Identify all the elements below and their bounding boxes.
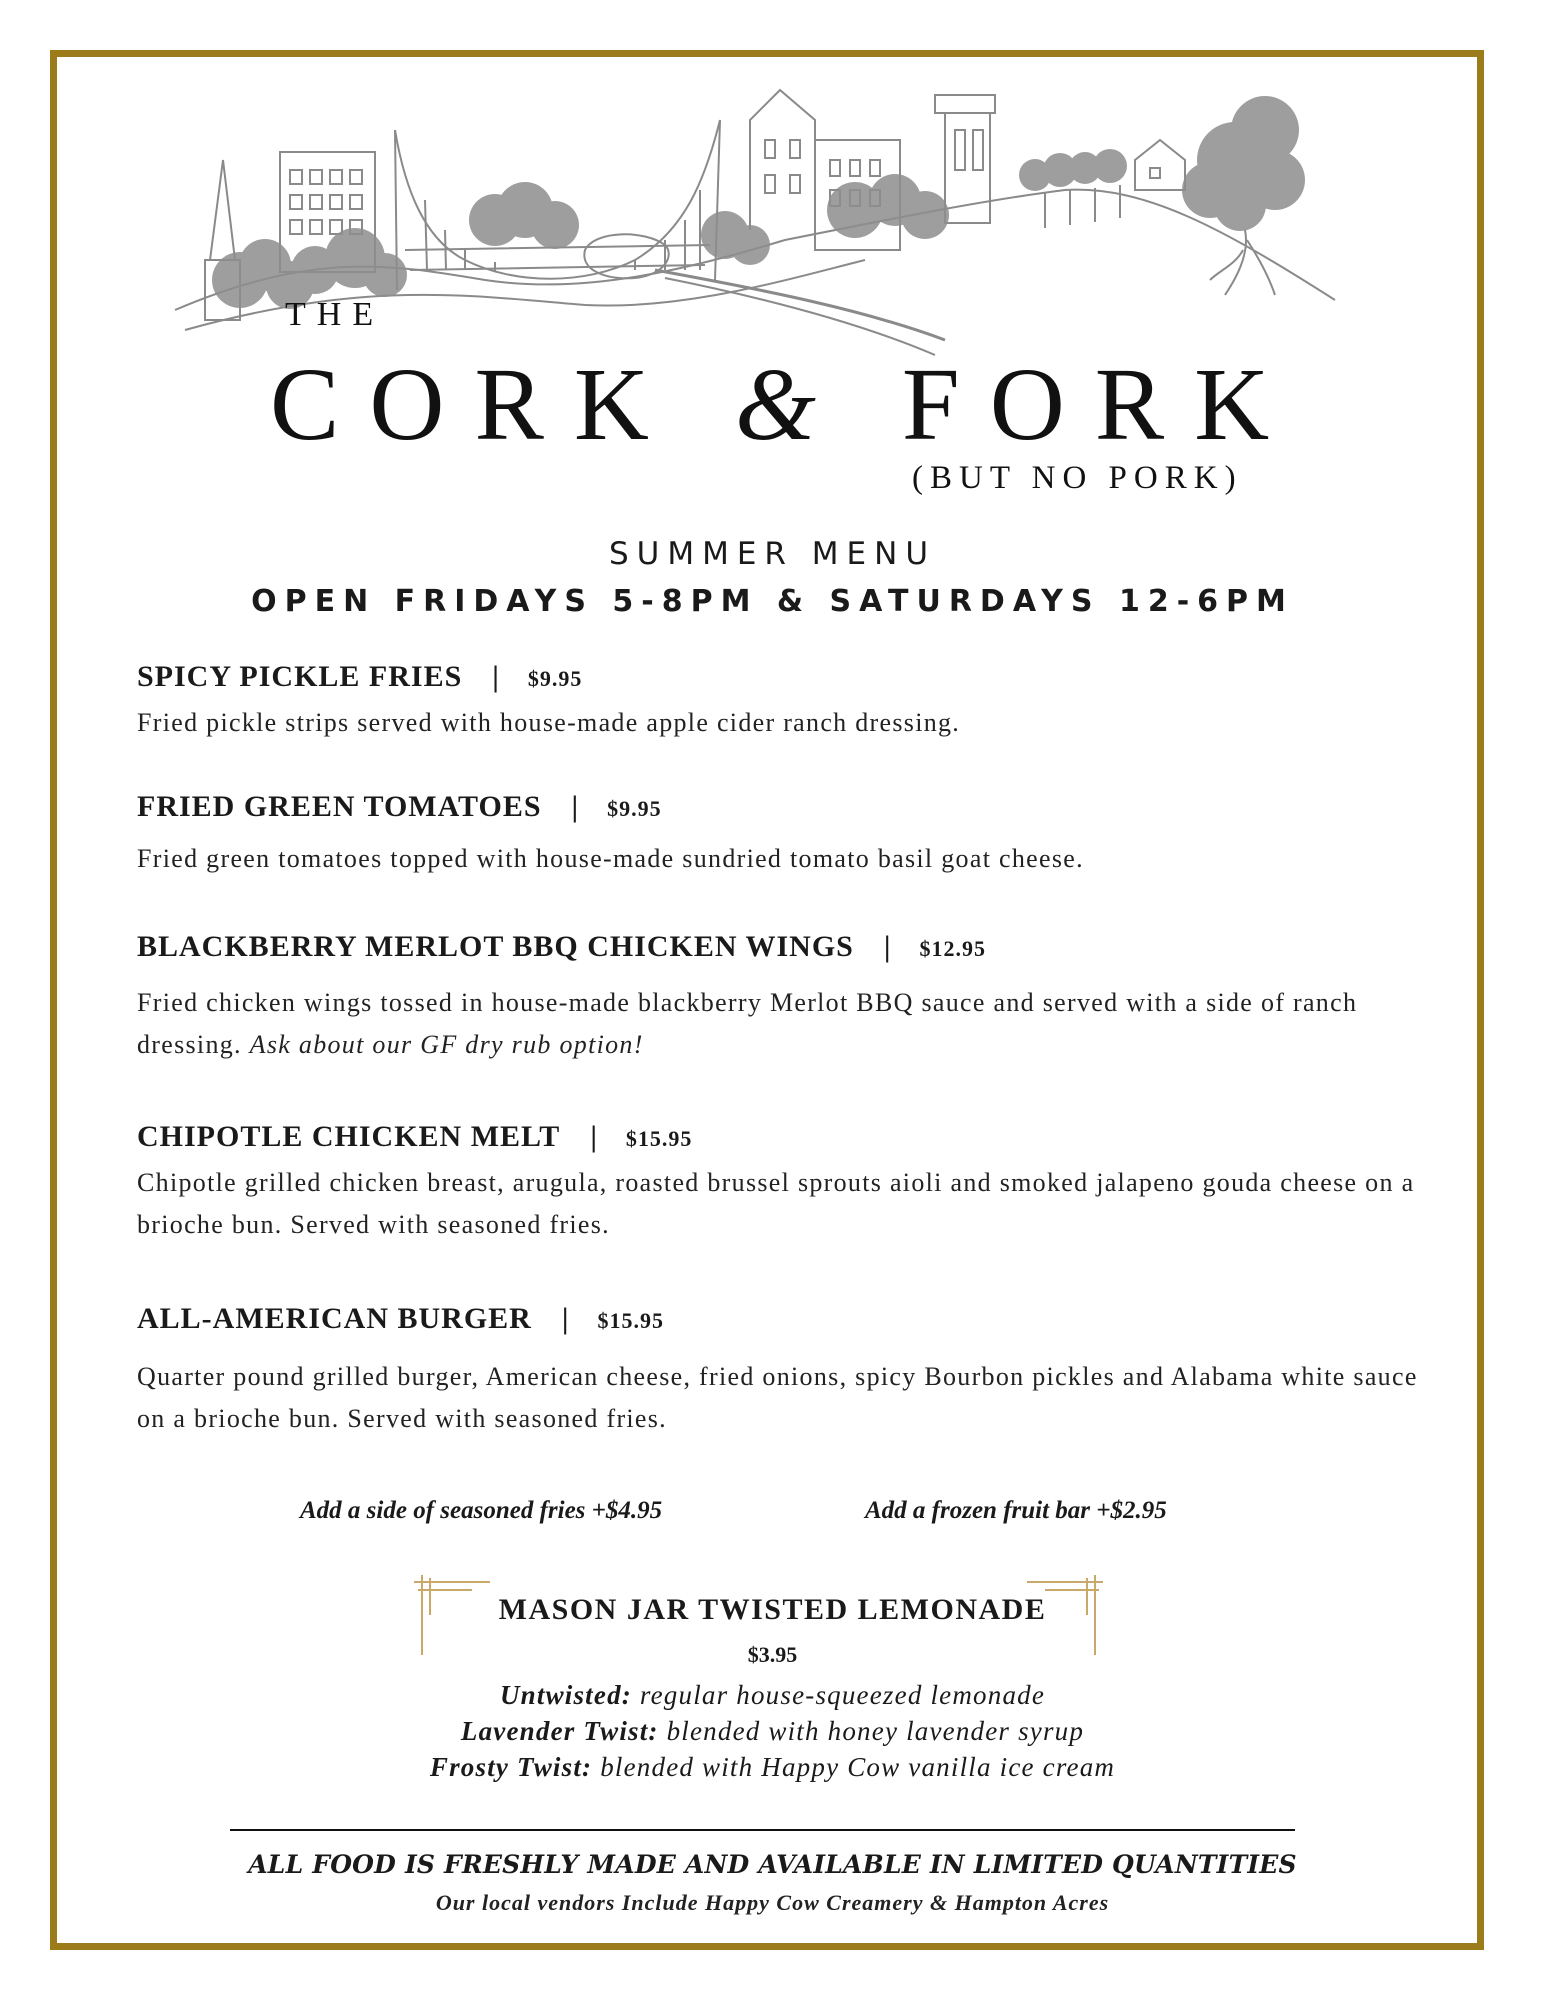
menu-season-title: SUMMER MENU	[608, 536, 937, 572]
menu-item-description: Chipotle grilled chicken breast, arugula, roasted brussel sprouts aioli and smoked jalapeno gouda cheese on a brioche bun. Served with seasoned fries.	[137, 1168, 1415, 1239]
menu-item	[137, 660, 1427, 744]
menu-item-description: Fried green tomatoes topped with house-made sundried tomato basil goat cheese.	[137, 844, 1084, 873]
menu-item-price: $9.95	[527, 666, 583, 691]
logo-the: THE	[285, 296, 385, 333]
menu-item-name: ALL-AMERICAN BURGER	[137, 1302, 532, 1335]
menu-item-separator: |	[561, 1302, 570, 1335]
logo-cork: CORK	[270, 347, 679, 462]
lemonade-option	[0, 1752, 1545, 1783]
menu-item-description	[137, 982, 1427, 1066]
freshness-notice: ALL FOOD IS FRESHLY MADE AND AVAILABLE IN LIMITED QUANTITIES	[248, 1850, 1297, 1879]
lemonade-option-text: blended with honey lavender syrup	[666, 1716, 1085, 1746]
menu-item-header	[137, 660, 1427, 694]
logo-ampersand: &	[734, 347, 846, 462]
lemonade-option-text: regular house-squeezed lemonade	[639, 1680, 1046, 1710]
logo-fork: FORK	[901, 347, 1300, 462]
town-skyline-illustration	[165, 80, 1350, 380]
menu-item-separator: |	[571, 790, 580, 823]
addon-fries: Add a side of seasoned fries +$4.95	[300, 1497, 663, 1524]
menu-item-price: $12.95	[919, 936, 986, 961]
menu-item-name: CHIPOTLE CHICKEN MELT	[137, 1120, 561, 1153]
lemonade-option-text: blended with Happy Cow vanilla ice cream	[600, 1752, 1116, 1782]
lemonade-option-label: Frosty Twist:	[429, 1752, 593, 1782]
menu-item-description-text: Fried chicken wings tossed in house-made blackberry Merlot BBQ sauce and served with a side of ranch dressing.	[137, 988, 1358, 1059]
menu-item	[137, 1120, 1427, 1246]
menu-item-description: Fried pickle strips served with house-made apple cider ranch dressing.	[137, 708, 961, 737]
footer-divider	[230, 1829, 1295, 1831]
lemonade-option	[0, 1716, 1545, 1747]
menu-item-price: $15.95	[625, 1126, 693, 1151]
lemonade-option	[0, 1680, 1545, 1711]
lemonade-title: MASON JAR TWISTED LEMONADE	[498, 1593, 1047, 1626]
lemonade-option-label: Lavender Twist:	[460, 1716, 659, 1746]
menu-item-name: SPICY PICKLE FRIES	[137, 660, 463, 693]
menu-item	[137, 1302, 1427, 1440]
logo-title	[270, 345, 1299, 464]
lemonade-price: $3.95	[747, 1642, 798, 1667]
menu-item-header	[137, 1120, 1427, 1154]
menu-item-price: $9.95	[607, 796, 662, 821]
menu-item-separator: |	[590, 1120, 598, 1153]
logo-subtitle: (BUT NO PORK)	[912, 460, 1243, 496]
lemonade-option-label: Untwisted:	[499, 1680, 632, 1710]
local-vendors-note: Our local vendors Include Happy Cow Creamery & Hampton Acres	[435, 1890, 1110, 1915]
menu-item-description: Quarter pound grilled burger, American cheese, fried onions, spicy Bourbon pickles and Alabama white sauce on a brioche bun. Served with seasoned fries.	[137, 1362, 1418, 1433]
addon-fruit-bar: Add a frozen fruit bar +$2.95	[865, 1497, 1167, 1524]
opening-hours: OPEN FRIDAYS 5-8PM & SATURDAYS 12-6PM	[251, 584, 1294, 619]
menu-item-separator: |	[883, 930, 892, 963]
menu-item-note: Ask about our GF dry rub option!	[249, 1030, 644, 1059]
menu-item-header	[137, 1302, 1427, 1336]
menu-item-header	[137, 790, 1427, 824]
menu-item-header	[137, 930, 1427, 964]
menu-item-separator: |	[492, 660, 500, 693]
menu-item	[137, 930, 1427, 1066]
menu-item-name: BLACKBERRY MERLOT BBQ CHICKEN WINGS	[137, 930, 854, 963]
menu-item-price: $15.95	[597, 1308, 664, 1333]
menu-item-name: FRIED GREEN TOMATOES	[137, 790, 542, 823]
menu-item	[137, 790, 1427, 880]
